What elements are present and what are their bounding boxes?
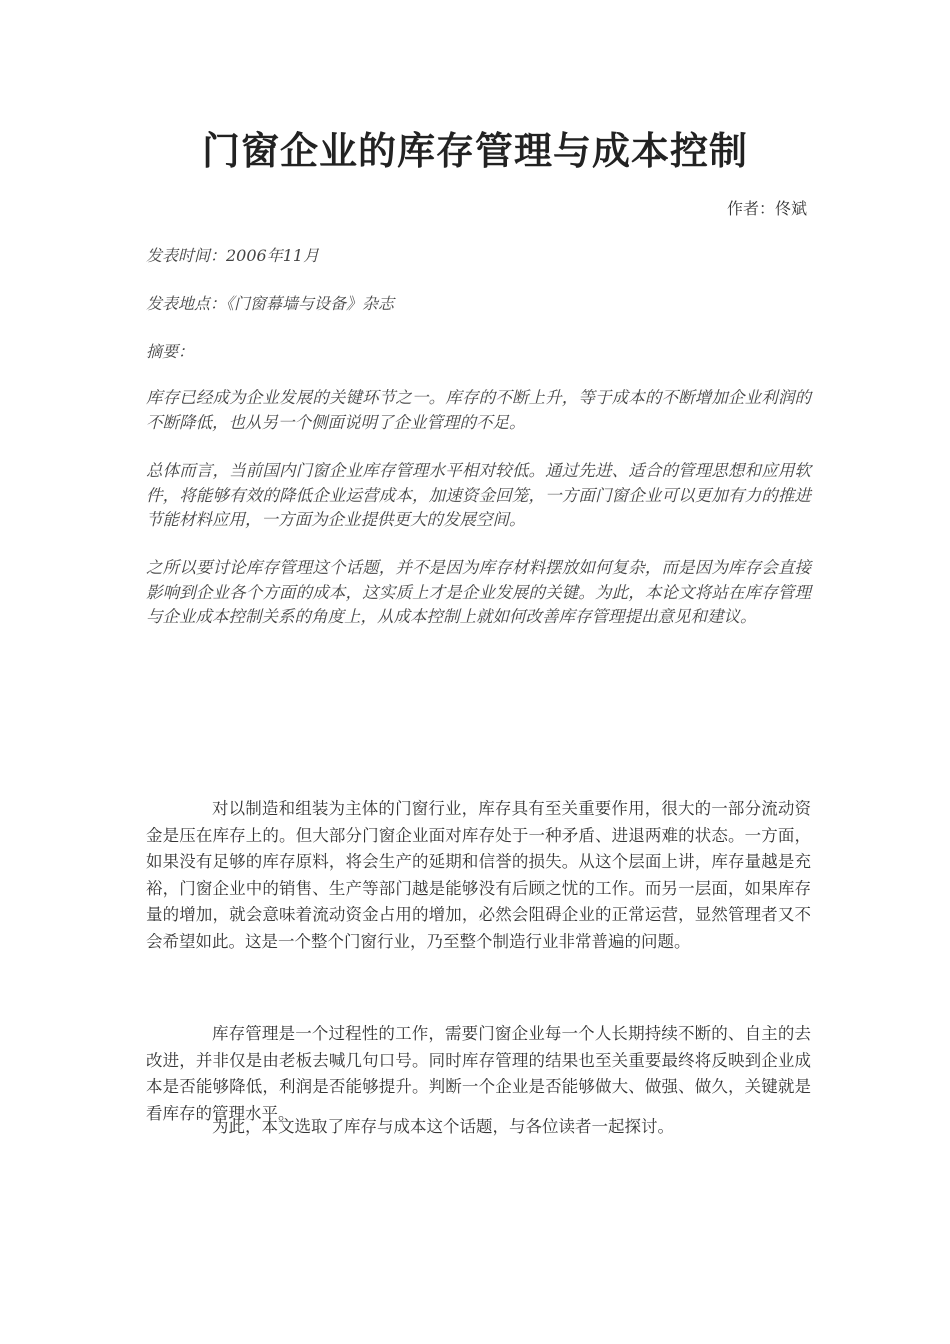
abstract-paragraph: 库存已经成为企业发展的关键环节之一。库存的不断上升，等于成本的不断增加企业利润的不断降低，也从另一个侧面说明了企业管理的不足。 bbox=[146, 388, 811, 432]
publish-place: 发表地点：《门窗幕墙与设备》杂志 bbox=[146, 294, 395, 313]
document-title: 门窗企业的库存管理与成本控制 bbox=[201, 128, 748, 173]
publish-time: 发表时间：2006年11月 bbox=[146, 246, 320, 265]
abstract-paragraph: 总体而言，当前国内门窗企业库存管理水平相对较低。通过先进、适合的管理思想和应用软件，将能够有效的降低企业运营成本，加速资金回笼，一方面门窗企业可以更加有力的推进节能材料应用，一方面为企业提供更大的发展空间。 bbox=[146, 461, 811, 529]
abstract-label: 摘要： bbox=[146, 342, 195, 361]
author-line: 作者：佟斌 bbox=[726, 199, 807, 218]
body-paragraph: 对以制造和组装为主体的门窗行业，库存具有至关重要作用，很大的一部分流动资金是压在库存上的。但大部分门窗企业面对库存处于一种矛盾、进退两难的状态。一方面，如果没有足够的库存原料，将会生产的延期和信誉的损失。从这个层面上讲，库存量越是充裕，门窗企业中的销售、生产等部门越是能够没有后顾之忧的工作。而另一层面，如果库存量的增加，就会意味着流动资金占用的增加，必然会阻碍企业的正常运营，显然管理者又不会希望如此。这是一个整个门窗行业，乃至整个制造行业非常普遍的问题。 bbox=[146, 799, 811, 951]
abstract-paragraph: 之所以要讨论库存管理这个话题，并不是因为库存材料摆放如何复杂，而是因为库存会直接影响到企业各个方面的成本，这实质上才是企业发展的关键。为此，本论文将站在库存管理与企业成本控制关系的角度上，从成本控制上就如何改善库存管理提出意见和建议。 bbox=[146, 558, 811, 626]
body-paragraph: 为此，本文选取了库存与成本这个话题，与各位读者一起探讨。 bbox=[212, 1117, 674, 1136]
body-paragraph: 库存管理是一个过程性的工作，需要门窗企业每一个人长期持续不断的、自主的去改进，并非仅是由老板去喊几句口号。同时库存管理的结果也至关重要最终将反映到企业成本是否能够降低，利润是否能够提升。判断一个企业是否能够做大、做强、做久，关键就是看库存的管理水平。 bbox=[146, 1024, 811, 1123]
